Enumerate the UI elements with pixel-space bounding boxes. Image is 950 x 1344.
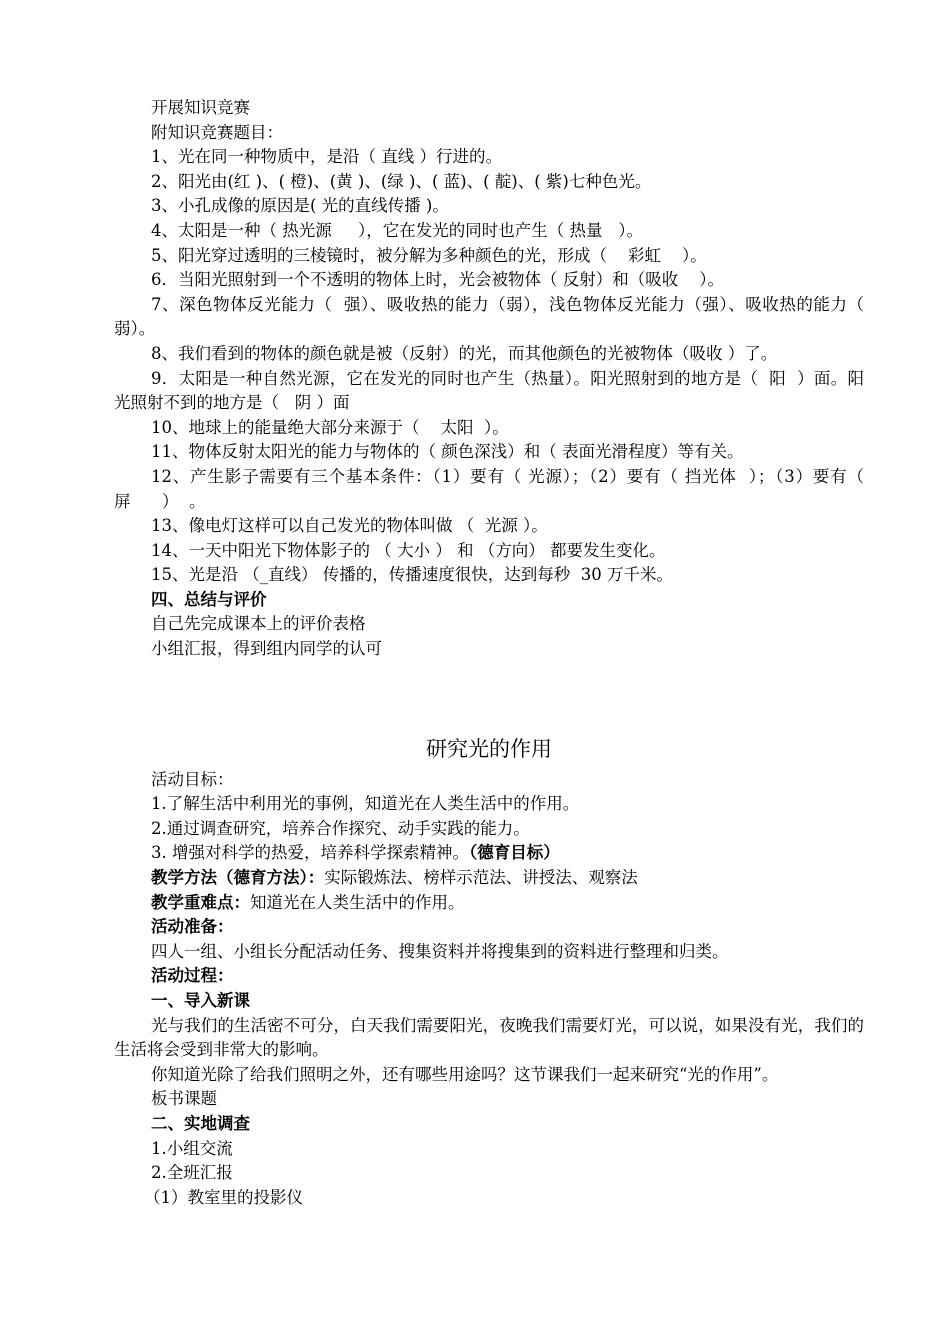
list-item: （1）教室里的投影仪 <box>144 1187 303 1207</box>
document-page <box>114 96 885 1210</box>
section-heading: 二、实地调查 <box>151 1113 250 1133</box>
quiz-item: 2、阳光由(红 )、( 橙)、(黄 )、(绿 )、( 蓝)、( 靛)、( 紫)七种色光。 <box>151 171 652 191</box>
key-point-label: 教学重难点： <box>151 892 250 912</box>
paragraph: 小组汇报，得到组内同学的认可 <box>151 639 382 659</box>
paragraph: 自己先完成课本上的评价表格 <box>151 614 366 634</box>
method-line <box>114 866 864 891</box>
method-label: 教学方法（德育方法）： <box>151 868 325 888</box>
paragraph: 四人一组、小组长分配活动任务、搜集资料并将搜集到的资料进行整理和归类。 <box>151 941 729 961</box>
quiz-item: 4、太阳是一种（ 热光源 ），它在发光的同时也产生（ 热量 ）。 <box>151 220 643 240</box>
paragraph: 你知道光除了给我们照明之外，还有哪些用途吗？这节课我们一起来研究“光的作用”。 <box>151 1064 779 1084</box>
section-heading: 四、总结与评价 <box>151 589 267 609</box>
paragraph: 活动目标： <box>151 769 234 789</box>
quiz-item: 13、像电灯这样可以自己发光的物体叫做 （ 光源 ）。 <box>151 516 548 536</box>
quiz-item: 7、深色物体反光能力（ 强）、吸收热的能力（弱），浅色物体反光能力（强）、吸收热的能力（ 弱）。 <box>114 294 875 339</box>
quiz-item: 14、一天中阳光下物体影子的 （ 大小 ） 和 （方向） 都要发生变化。 <box>151 540 666 560</box>
key-point-line <box>114 891 864 916</box>
paragraph: 开展知识竞赛 <box>151 98 250 117</box>
goal-text: 3. 增强对科学的热爱，培养科学探索精神。 <box>151 843 469 863</box>
quiz-item: 5、阳光穿过透明的三棱镜时，被分解为多种颜色的光，形成（ 彩虹 ）。 <box>151 245 707 265</box>
method-text: 实际锻炼法、榜样示范法、讲授法、观察法 <box>324 868 638 888</box>
quiz-item: 8、我们看到的物体的颜色就是被（反射）的光，而其他颜色的光被物体（吸收 ）了。 <box>151 343 778 363</box>
quiz-item: 12、产生影子需要有三个基本条件：（1）要有（ 光源）；（2）要有（ 挡光体 ）；（3）要有（ 屏 ） 。 <box>114 466 885 511</box>
quiz-item: 6．当阳光照射到一个不透明的物体上时，光会被物体（ 反射）和（吸收 ）。 <box>151 270 724 290</box>
list-item: 1.小组交流 <box>151 1138 233 1158</box>
quiz-item: 3、小孔成像的原因是( 光的直线传播 )。 <box>151 196 449 216</box>
lesson-title: 研究光的作用 <box>426 736 552 761</box>
list-item: 2.全班汇报 <box>151 1163 233 1183</box>
quiz-item: 15、光是沿 （_直线） 传播的，传播速度很快，达到每秒 30 万千米。 <box>151 565 673 585</box>
paragraph: 板书课题 <box>151 1089 217 1109</box>
paragraph: 光与我们的生活密不可分，白天我们需要阳光，夜晚我们需要灯光，可以说，如果没有光，我们的生活将会受到非常大的影响。 <box>114 1015 864 1060</box>
goal-tag: （德育目标） <box>469 843 560 863</box>
quiz-item: 10、地球上的能量绝大部分来源于（ 太阳 ）。 <box>151 417 509 437</box>
quiz-item: 9．太阳是一种自然光源，它在发光的同时也产生（热量）。阳光照射到的地方是（ 阳 ）面。阳光照射不到的地方是（ 阴 ）面 <box>114 368 864 413</box>
section-heading: 一、导入新课 <box>151 991 250 1010</box>
prep-label: 活动准备： <box>151 917 234 937</box>
paragraph: 附知识竞赛题目： <box>151 122 283 142</box>
process-label: 活动过程： <box>151 966 234 986</box>
goal-item: 2.通过调查研究，培养合作探究、动手实践的能力。 <box>151 818 530 838</box>
goal-item <box>114 841 864 866</box>
quiz-item: 11、物体反射太阳光的能力与物体的（ 颜色深浅）和（ 表面光滑程度）等有关。 <box>151 442 744 462</box>
key-point-text: 知道光在人类生活中的作用。 <box>250 892 465 912</box>
goal-item: 1.了解生活中利用光的事例，知道光在人类生活中的作用。 <box>151 794 580 814</box>
quiz-item: 1、光在同一种物质中，是沿（ 直线 ）行进的。 <box>151 147 502 167</box>
